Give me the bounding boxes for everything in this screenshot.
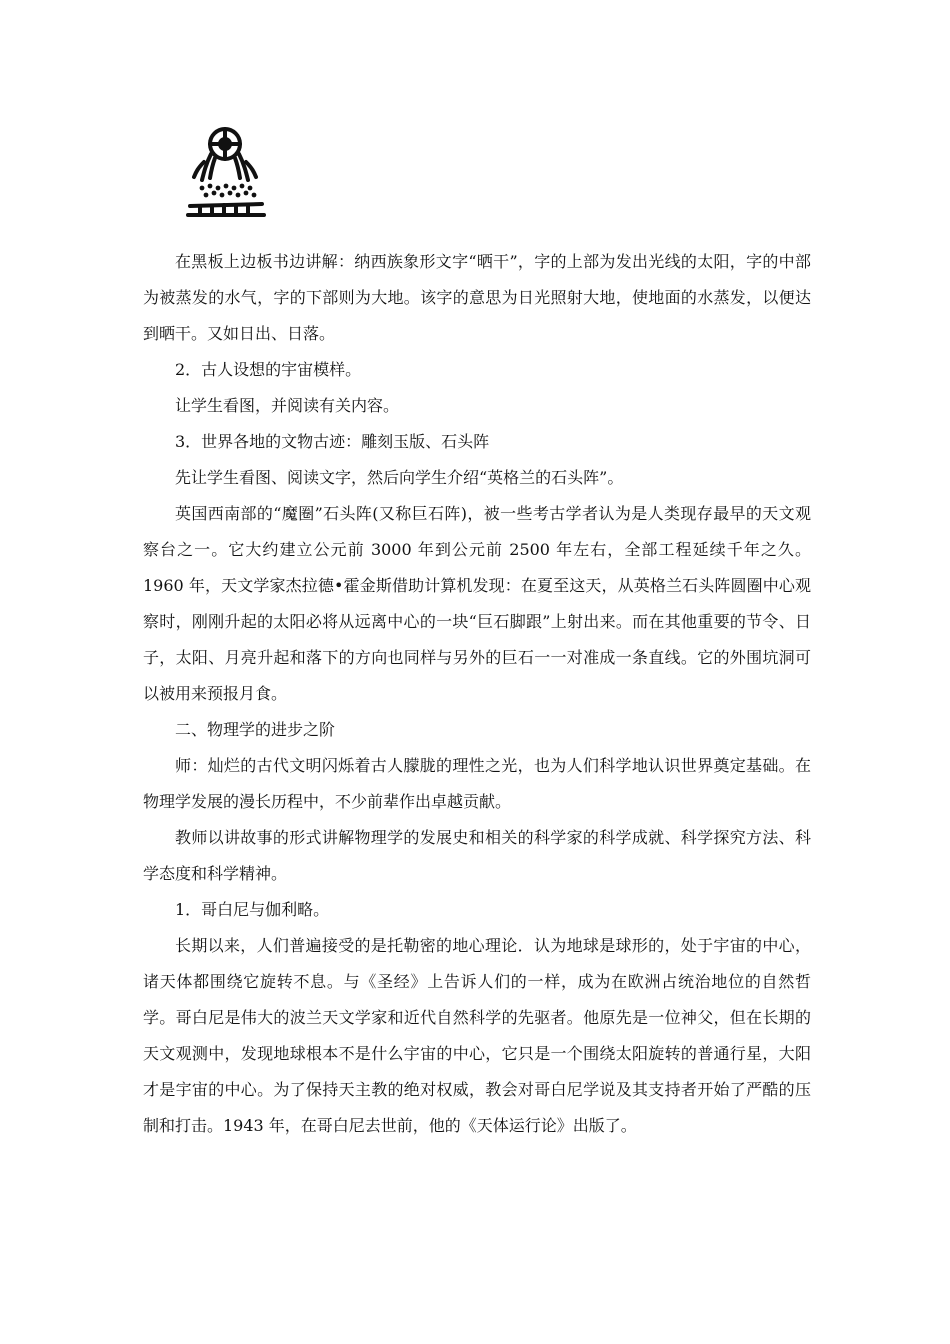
paragraph: 长期以来，人们普遍接受的是托勒密的地心理论．认为地球是球形的，处于宇宙的中心，诸天体都围绕它旋转不息。与《圣经》上告诉人们的一样，成为在欧洲占统治地位的自然哲学。哥白尼是伟大的波兰天文学家和近代自然科学的先驱者。他原先是一位神父，但在长期的天文观测中，发现地球根本不是什么宇宙的中心，它只是一个围绕太阳旋转的普通行星，大阳才是宇宙的中心。为了保持天主教的绝对权威，教会对哥白尼学说及其支持者开始了严酷的压制和打击。1943 年，在哥白尼去世前，他的《天体运行论》出版了。 — [143, 936, 811, 1135]
list-item-heading: 1．哥白尼与伽利略。 — [175, 900, 330, 919]
naxi-pictograph-shaigan-icon — [180, 122, 270, 222]
paragraph: 师：灿烂的古代文明闪烁着古人朦胧的理性之光，也为人们科学地认识世界奠定基础。在物理学发展的漫长历程中，不少前辈作出卓越贡献。 — [143, 756, 811, 811]
paragraph: 让学生看图，并阅读有关内容。 — [175, 396, 400, 415]
paragraph: 先让学生看图、阅读文字，然后向学生介绍“英格兰的石头阵”。 — [175, 468, 624, 487]
paragraph: 英国西南部的“魔圈”石头阵(又称巨石阵)，被一些考古学者认为是人类现存最早的天文观察台之一。它大约建立公元前 3000 年到公元前 2500 年左右，全部工程延续千年之久。1960 年，天文学家杰拉德•霍金斯借助计算机发现：在夏至这天，从英格兰石头阵圆圈中心观察时，刚刚升起的太阳必将从远离中心的一块“巨石脚跟”上射出来。而在其他重要的节令、日子，太阳、月亮升起和落下的方向也同样与另外的巨石一一对准成一条直线。它的外围坑洞可以被用来预报月食。 — [143, 504, 811, 703]
paragraph: 教师以讲故事的形式讲解物理学的发展史和相关的科学家的科学成就、科学探究方法、科学态度和科学精神。 — [143, 828, 811, 883]
section-heading: 二、物理学的进步之阶 — [175, 720, 336, 739]
body-text — [143, 244, 811, 1144]
list-item-heading: 2．古人设想的宇宙模样。 — [175, 360, 362, 379]
paragraph: 在黑板上边板书边讲解：纳西族象形文字“晒干”，字的上部为发出光线的太阳，字的中部为被蒸发的水气，字的下部则为大地。该字的意思为日光照射大地，使地面的水蒸发，以便达到晒干。又如日出、日落。 — [143, 252, 811, 343]
list-item-heading: 3．世界各地的文物古迹：雕刻玉版、石头阵 — [175, 432, 490, 451]
